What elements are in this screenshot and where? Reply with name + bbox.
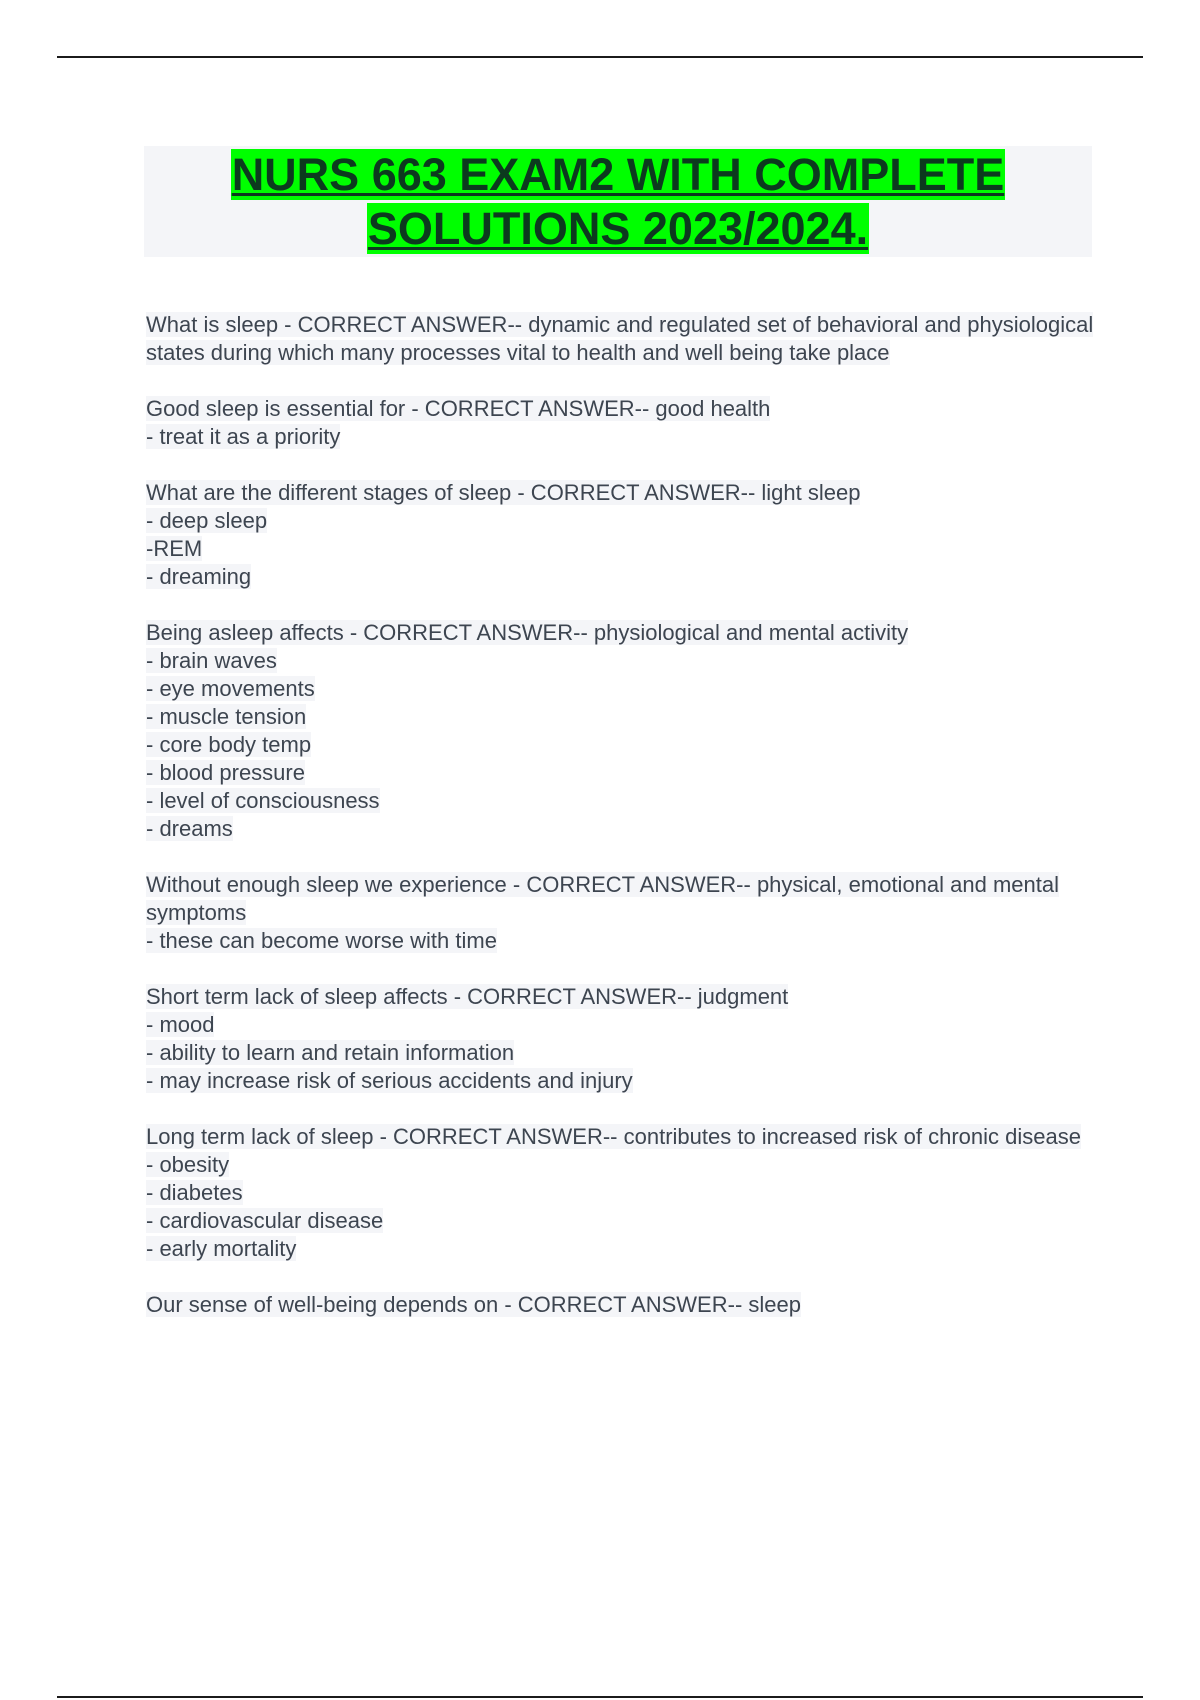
qa-item (146, 311, 1106, 367)
answer-bullet: - treat it as a priority (146, 424, 341, 449)
answer-bullet: - deep sleep (146, 508, 268, 533)
answer-bullet: - cardiovascular disease (146, 1208, 384, 1233)
question-answer: Good sleep is essential for - CORRECT ANSWER-- good health (146, 396, 771, 421)
title-line-2: SOLUTIONS 2023/2024. (367, 203, 869, 254)
question-answer: Long term lack of sleep - CORRECT ANSWER-- contributes to increased risk of chronic disease (146, 1124, 1081, 1149)
answer-bullet: - level of consciousness (146, 788, 380, 813)
answer-bullet: - mood (146, 1012, 215, 1037)
top-rule (57, 56, 1143, 58)
qa-list (146, 311, 1106, 1347)
question-answer: Our sense of well-being depends on - CORRECT ANSWER-- sleep (146, 1292, 801, 1317)
answer-bullet: - obesity (146, 1152, 230, 1177)
qa-item (146, 871, 1106, 955)
answer-bullet: - early mortality (146, 1236, 297, 1261)
question-answer: Being asleep affects - CORRECT ANSWER-- physiological and mental activity (146, 620, 909, 645)
qa-item (146, 395, 1106, 451)
answer-bullet: - dreams (146, 816, 233, 841)
qa-item (146, 479, 1106, 591)
qa-item (146, 1123, 1106, 1263)
answer-bullet: -REM (146, 536, 203, 561)
qa-item (146, 619, 1106, 843)
answer-bullet: - ability to learn and retain information (146, 1040, 515, 1065)
answer-bullet: - diabetes (146, 1180, 243, 1205)
qa-item (146, 1291, 1106, 1319)
answer-bullet: - muscle tension (146, 704, 307, 729)
bottom-rule (57, 1696, 1143, 1698)
answer-bullet: - eye movements (146, 676, 315, 701)
document-title (144, 146, 1092, 256)
question-answer: Without enough sleep we experience - CORRECT ANSWER-- physical, emotional and mental symptoms (146, 872, 1059, 925)
answer-bullet: - dreaming (146, 564, 252, 589)
title-band (144, 146, 1092, 257)
answer-bullet: - may increase risk of serious accidents and injury (146, 1068, 633, 1093)
answer-bullet: - these can become worse with time (146, 928, 497, 953)
question-answer: What are the different stages of sleep - CORRECT ANSWER-- light sleep (146, 480, 861, 505)
qa-item (146, 983, 1106, 1095)
title-line-1: NURS 663 EXAM2 WITH COMPLETE (231, 149, 1005, 200)
question-answer: What is sleep - CORRECT ANSWER-- dynamic and regulated set of behavioral and physiological states during which many processes vital to health and well being take place (146, 312, 1094, 365)
answer-bullet: - brain waves (146, 648, 277, 673)
answer-bullet: - core body temp (146, 732, 312, 757)
question-answer: Short term lack of sleep affects - CORRECT ANSWER-- judgment (146, 984, 789, 1009)
answer-bullet: - blood pressure (146, 760, 305, 785)
